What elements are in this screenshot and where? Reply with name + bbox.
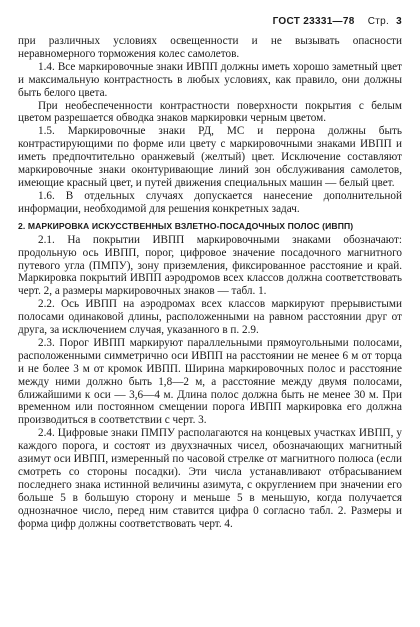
document-body xyxy=(18,35,402,531)
section-heading-2: 2. МАРКИРОВКА ИСКУССТВЕННЫХ ВЗЛЕТНО-ПОСАДОЧНЫХ ПОЛОС (ИВПП) xyxy=(18,220,354,231)
standard-number: ГОСТ 23331—78 xyxy=(272,16,355,27)
paragraph-2-1: 2.1. На покрытии ИВПП маркировочными знаками обозначают: продольную ось ИВПП, порог, цифровое значение посадочного магнитного путевого угла (ПМПУ), зону приземления, фиксированное расстояние и край. Маркировка покрытий ИВПП аэродромов всех классов должна соответствовать черт. 2, а размеры маркировочных знаков — табл. 1. xyxy=(18,233,402,298)
page-label: Стр. xyxy=(367,16,390,27)
paragraph-1-6: 1.6. В отдельных случаях допускается нанесение дополнительной информации, необходимой для решения конкретных задач. xyxy=(18,189,402,215)
paragraph-1-4-note: При необеспеченности контрастности поверхности покрытия с белым цветом разрешается обводка знаков маркировки черным цветом. xyxy=(18,99,402,125)
page-number: 3 xyxy=(396,16,402,27)
paragraph-1-5: 1.5. Маркировочные знаки РД, МС и перрона должны быть контрастирующими по форме или цвету с маркировочными знаками ИВПП и иметь предпочтительно оранжевый (желтый) цвет. Исключение составляют маркировочные знаки оконтуривающие линий зон обслуживания самолетов, имеющие красный цвет, и путей движения специальных машин — белый цвет. xyxy=(18,125,402,189)
paragraph-1-4: 1.4. Все маркировочные знаки ИВПП должны иметь хорошо заметный цвет и максимальную контрастность в любых условиях, как правило, они должны быть белого цвета. xyxy=(18,60,402,99)
paragraph-2-3: 2.3. Порог ИВПП маркируют параллельными прямоугольными полосами, расположенными симметрично оси ИВПП на расстоянии не менее 6 м от торца и не более 3 м от кромок ИВПП. Ширина маркировочных полос и расстояние между ними должно быть 1,8—2 м, а расстояние между двумя полосами, ближайшими к оси — 3,6—4 м. Длина полос должна быть не менее 30 м. При временном или постоянном смещении порога ИВПП маркировка его должна производиться в соответствии с черт. 3. xyxy=(18,336,402,427)
paragraph-continuation: при различных условиях освещенности и не вызывать опасности неравномерного торможения колес самолетов. xyxy=(18,35,402,60)
paragraph-2-2: 2.2. Ось ИВПП на аэродромах всех классов маркируют прерывистыми полосами одинаковой длины, расположенными на равном расстоянии друг от друга, за исключением случая, указанного в п. 2.9. xyxy=(18,298,402,337)
page-header xyxy=(18,16,402,27)
document-page xyxy=(18,16,402,531)
paragraph-2-4: 2.4. Цифровые знаки ПМПУ располагаются на концевых участках ИВПП, у каждого порога, и состоят из двухзначных чисел, обозначающих магнитный азимут оси ИВПП, измеренный по часовой стрелке от магнитного полюса (если смотреть со стороны посадки). Эти числа устанавливают отбрасыванием последнего знака истинной величины азимута, с округлением при значении его больше 5 в большую сторону и меньше 5 в меньшую, когда получается однозначное число, перед ним ставится цифра 0 согласно табл. 2. Размеры и форма цифр должны соответствовать черт. 4. xyxy=(18,427,402,530)
